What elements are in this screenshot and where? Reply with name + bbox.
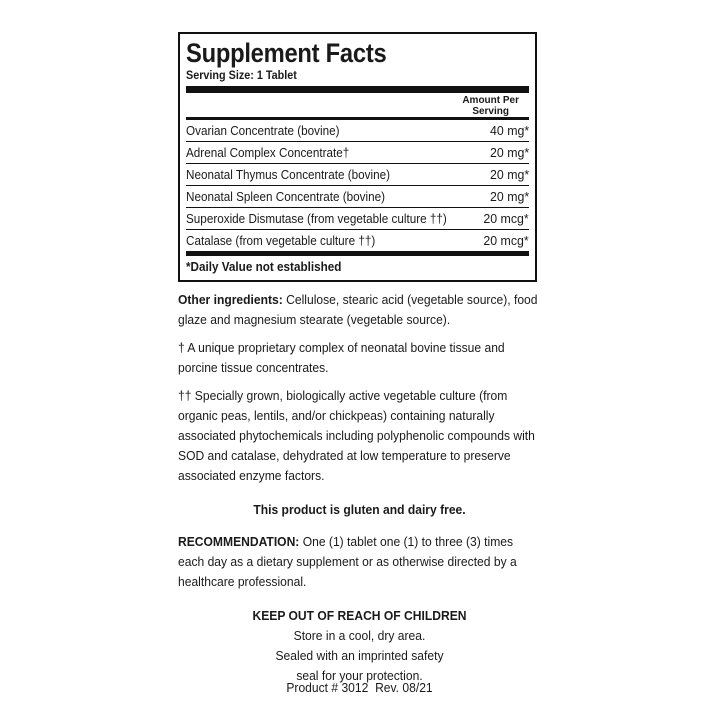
nutrient-name: Ovarian Concentrate (bovine): [186, 123, 340, 138]
storage-warning: [191, 606, 529, 686]
nutrient-name: Adrenal Complex Concentrate†: [186, 145, 350, 160]
other-ingredients-text: Cellulose, stearic acid (vegetable source), food glaze and magnesium stearate (vegetable source).: [178, 292, 538, 327]
nutrient-amount: 20 mcg*: [483, 211, 529, 226]
nutrient-amount: 20 mg*: [489, 189, 529, 204]
label-content: [178, 32, 541, 695]
serving-size: Serving Size: 1 Tablet: [186, 68, 297, 82]
recommendation: [178, 532, 541, 592]
nutrient-amount: 20 mcg*: [483, 233, 529, 248]
supplement-facts-panel: [178, 32, 537, 282]
gluten-free-statement: This product is gluten and dairy free.: [253, 502, 466, 517]
nutrient-row: [186, 208, 529, 230]
nutrient-row: [186, 142, 529, 164]
nutrient-row: [186, 120, 529, 142]
recommendation-label: RECOMMENDATION:: [178, 534, 300, 549]
amount-per-serving-header: [186, 93, 529, 117]
nutrient-name: Neonatal Thymus Concentrate (bovine): [186, 167, 390, 182]
daily-value-note: *Daily Value not established: [186, 259, 342, 274]
recommendation-text: One (1) tablet one (1) to three (3) times each day as a dietary supplement or as otherwise directed by a healthcare professional.: [178, 534, 517, 589]
other-ingredients-label: Other ingredients:: [178, 292, 283, 307]
supplement-facts-title: Supplement Facts: [186, 38, 387, 68]
amount-header-line1: Amount Per: [462, 95, 519, 106]
nutrient-row: [186, 186, 529, 208]
nutrient-name: Catalase (from vegetable culture ††): [186, 233, 376, 248]
nutrient-name: Superoxide Dismutase (from vegetable culture ††): [186, 211, 447, 226]
warning-line: seal for your protection.: [296, 668, 423, 683]
dagger-footnote: † A unique proprietary complex of neonatal bovine tissue and porcine tissue concentrates.: [178, 340, 505, 375]
other-ingredients: [178, 290, 541, 330]
product-number: Product # 3012 Rev. 08/21: [286, 680, 433, 695]
nutrient-row: [186, 230, 529, 251]
nutrient-amount: 20 mg*: [489, 167, 529, 182]
nutrient-amount: 20 mg*: [489, 145, 529, 160]
warning-title: KEEP OUT OF REACH OF CHILDREN: [252, 608, 467, 623]
nutrient-row: [186, 164, 529, 186]
thick-divider: [186, 86, 529, 93]
nutrient-amount: 40 mg*: [489, 123, 529, 138]
double-dagger-footnote: †† Specially grown, biologically active vegetable culture (from organic peas, lentils, and/or chickpeas) containing naturally associated phytochemicals including polyphenolic compounds with SOD and catalase, dehydrated at low temperature to preserve associated enzyme factors.: [178, 388, 535, 483]
warning-line: Sealed with an imprinted safety: [275, 648, 444, 663]
amount-header-line2: Serving: [472, 106, 509, 117]
warning-line: Store in a cool, dry area.: [293, 628, 426, 643]
nutrient-name: Neonatal Spleen Concentrate (bovine): [186, 189, 386, 204]
